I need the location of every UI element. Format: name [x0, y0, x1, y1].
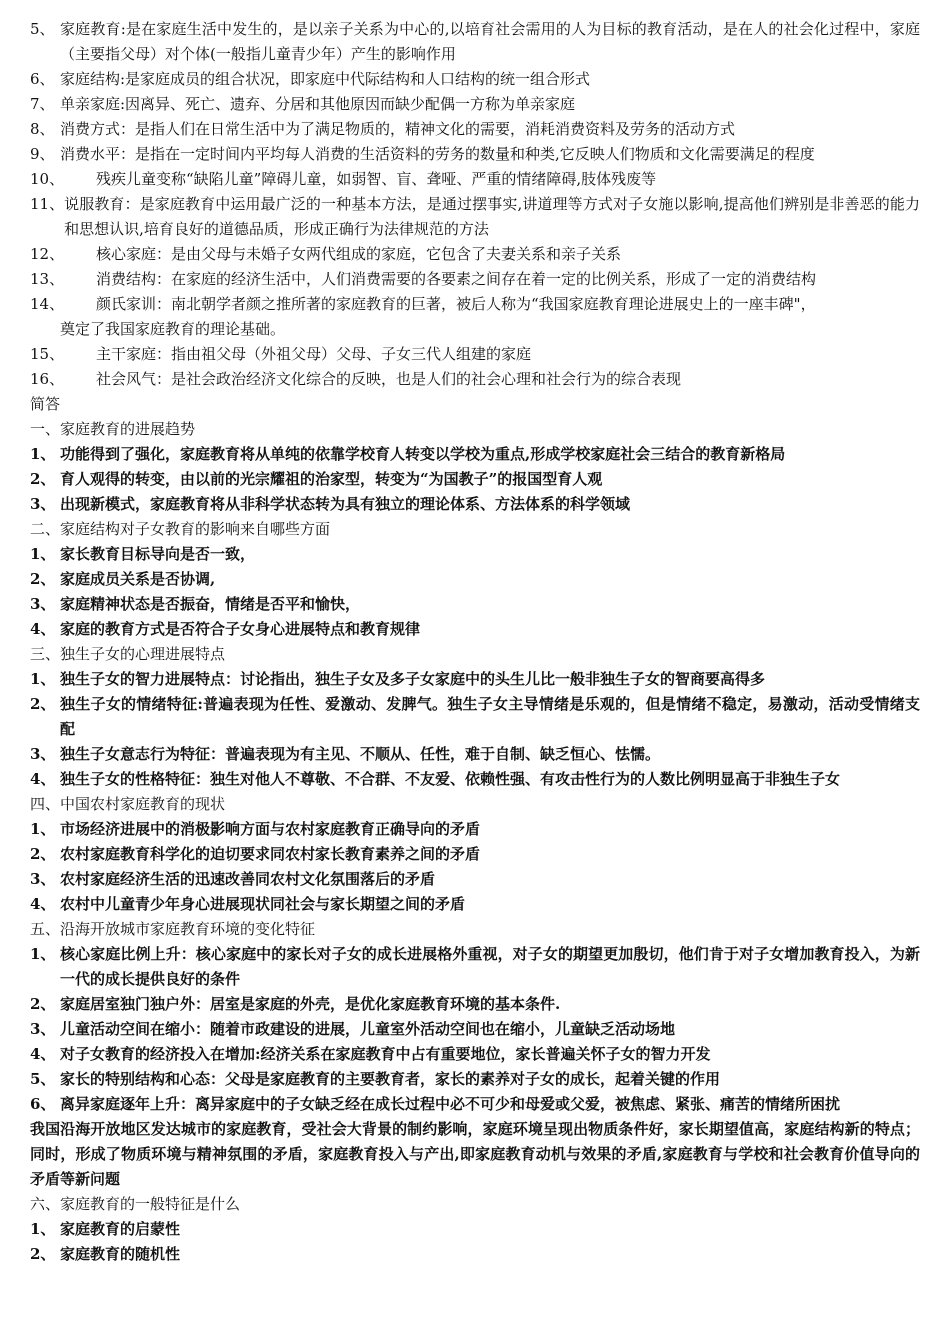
- term-text: 残疾儿童变称“缺陷儿童”障碍儿童，如弱智、盲、聋哑、严重的情绪障碍,肢体残废等: [96, 170, 657, 188]
- term-text: 主干家庭：指由祖父母（外祖父母）父母、子女三代人组建的家庭: [96, 345, 532, 363]
- list-number: 1、: [30, 545, 56, 563]
- list-text: 育人观得的转变，由以前的光宗耀祖的治家型，转变为“为国教子”的报国型育人观: [60, 470, 603, 488]
- list-item: [30, 892, 920, 917]
- list-item: [30, 1042, 920, 1067]
- term-text: 家庭教育:是在家庭生活中发生的，是以亲子关系为中心的,以培育社会需用的人为目标的教育活动，是在人的社会化过程中，家庭（主要指父母）对个体(一般指儿童青少年）产生的影响作用: [60, 20, 920, 63]
- list-number: 3、: [30, 1020, 56, 1038]
- list-item: [30, 867, 920, 892]
- list-item: [30, 1217, 920, 1242]
- term-11: [30, 192, 920, 242]
- term-8: [30, 117, 920, 142]
- list-item: [30, 467, 920, 492]
- list-number: 5、: [30, 1070, 56, 1088]
- term-10: [30, 167, 920, 192]
- list-text: 独生子女的性格特征：独生对他人不尊敬、不合群、不友爱、依赖性强、有攻击性行为的人数比例明显高于非独生子女: [60, 770, 841, 788]
- list-text: 家长教育目标导向是否一致，: [60, 545, 256, 563]
- list-item: [30, 942, 920, 992]
- list-number: 13、: [30, 270, 65, 288]
- list-number: 3、: [30, 870, 56, 888]
- list-text: 农村中儿童青少年身心进展现状同社会与家长期望之间的矛盾: [60, 895, 466, 913]
- list-number: 3、: [30, 495, 56, 513]
- list-text: 核心家庭比例上升：核心家庭中的家长对子女的成长进展格外重视，对子女的期望更加殷切，他们肯于对子女增加教育投入，为新一代的成长提供良好的条件: [60, 945, 920, 988]
- list-number: 2、: [30, 695, 56, 713]
- list-number: 10、: [30, 170, 65, 188]
- term-7: [30, 92, 920, 117]
- term-15: [30, 342, 920, 367]
- term-text: 消费水平：是指在一定时间内平均每人消费的生活资料的劳务的数量和种类,它反映人们物质和文化需要满足的程度: [60, 145, 815, 163]
- term-14: [30, 292, 920, 317]
- list-item: [30, 767, 920, 792]
- list-item: [30, 842, 920, 867]
- list-number: 15、: [30, 345, 65, 363]
- list-text: 儿童活动空间在缩小：随着市政建设的进展，儿童室外活动空间也在缩小，儿童缺乏活动场地: [60, 1020, 676, 1038]
- list-item: [30, 542, 920, 567]
- term-text: 消费方式：是指人们在日常生活中为了满足物质的，精神文化的需要，消耗消费资料及劳务的活动方式: [60, 120, 736, 138]
- list-item: [30, 692, 920, 742]
- list-text: 对子女教育的经济投入在增加:经济关系在家庭教育中占有重要地位，家长普遍关怀子女的智力开发: [60, 1045, 711, 1063]
- list-number: 4、: [30, 895, 56, 913]
- list-number: 4、: [30, 1045, 56, 1063]
- list-item: [30, 742, 920, 767]
- summary-paragraph: 我国沿海开放地区发达城市的家庭教育，受社会大背景的制约影响，家庭环境呈现出物质条件好，家长期望值高，家庭结构新的特点；同时，形成了物质环境与精神氛围的矛盾，家庭教育投入与产出,即家庭教育动机与效果的矛盾,家庭教育与学校和社会教育价值导向的矛盾等新问题: [30, 1120, 920, 1188]
- list-text: 家庭居室独门独户外：居室是家庭的外壳，是优化家庭教育环境的基本条件.: [60, 995, 561, 1013]
- list-text: 家长的特别结构和心态：父母是家庭教育的主要教育者，家长的素养对子女的成长，起着关键的作用: [60, 1070, 721, 1088]
- list-text: 农村家庭经济生活的迅速改善同农村文化氛围落后的矛盾: [60, 870, 436, 888]
- list-number: 1、: [30, 945, 56, 963]
- list-number: 1、: [30, 1220, 56, 1238]
- list-item: [30, 1242, 920, 1267]
- list-number: 4、: [30, 770, 56, 788]
- list-text: 农村家庭教育科学化的迫切要求同农村家长教育素养之间的矛盾: [60, 845, 481, 863]
- list-number: 2、: [30, 845, 56, 863]
- term-text: 说服教育：是家庭教育中运用最广泛的一种基本方法，是通过摆事实,讲道理等方式对子女施以影响,提高他们辨别是非善恶的能力和思想认识,培育良好的道德品质，形成正确行为法律规范的方法: [64, 195, 920, 238]
- term-12: [30, 242, 920, 267]
- list-text: 功能得到了强化，家庭教育将从单纯的依靠学校育人转变以学校为重点,形成学校家庭社会三结合的教育新格局: [60, 445, 786, 463]
- list-number: 4、: [30, 620, 56, 638]
- list-number: 11、: [30, 195, 65, 213]
- terms-list: [30, 17, 920, 392]
- list-text: 家庭成员关系是否协调,: [60, 570, 216, 588]
- list-item: [30, 667, 920, 692]
- term-text-continued: 奠定了我国家庭教育的理论基础。: [60, 320, 286, 338]
- term-text: 核心家庭：是由父母与未婚子女两代组成的家庭，它包含了夫妻关系和亲子关系: [96, 245, 622, 263]
- list-text: 离异家庭逐年上升：离异家庭中的子女缺乏经在成长过程中必不可少和母爱或父爱，被焦虑、紧张、痛苦的情绪所困扰: [60, 1095, 841, 1113]
- list-number: 6、: [30, 1095, 56, 1113]
- term-text: 家庭结构:是家庭成员的组合状况，即家庭中代际结构和人口结构的统一组合形式: [60, 70, 591, 88]
- list-number: 16、: [30, 370, 65, 388]
- list-item: [30, 992, 920, 1017]
- term-9: [30, 142, 920, 167]
- section-label: 简答: [30, 395, 61, 413]
- list-item: [30, 1017, 920, 1042]
- list-number: 5、: [30, 20, 55, 38]
- term-13: [30, 267, 920, 292]
- list-number: 9、: [30, 145, 55, 163]
- list-text: 独生子女意志行为特征：普遍表现为有主见、不顺从、任性，难于自制、缺乏恒心、怯懦。: [60, 745, 661, 763]
- list-number: 2、: [30, 1245, 56, 1263]
- list-text: 家庭的教育方式是否符合子女身心进展特点和教育规律: [60, 620, 421, 638]
- question-heading: 五、沿海开放城市家庭教育环境的变化特征: [30, 920, 316, 938]
- list-item: [30, 442, 920, 467]
- list-number: 1、: [30, 445, 56, 463]
- list-item: [30, 817, 920, 842]
- list-number: 2、: [30, 995, 56, 1013]
- term-5: [30, 17, 920, 67]
- document-body: [30, 17, 920, 1267]
- list-item: [30, 592, 920, 617]
- list-item: [30, 492, 920, 517]
- question-heading: 二、家庭结构对子女教育的影响来自哪些方面: [30, 520, 331, 538]
- list-number: 2、: [30, 470, 56, 488]
- list-item: [30, 1092, 920, 1117]
- term-14-continued: [30, 317, 920, 342]
- term-text: 单亲家庭:因离异、死亡、遗弃、分居和其他原因而缺少配偶一方称为单亲家庭: [60, 95, 576, 113]
- list-item: [30, 1067, 920, 1092]
- list-number: 6、: [30, 70, 55, 88]
- list-text: 市场经济进展中的消极影响方面与农村家庭教育正确导向的矛盾: [60, 820, 481, 838]
- list-number: 3、: [30, 745, 56, 763]
- list-item: [30, 567, 920, 592]
- list-number: 14、: [30, 295, 65, 313]
- list-number: 7、: [30, 95, 55, 113]
- list-number: 3、: [30, 595, 56, 613]
- list-text: 家庭教育的随机性: [60, 1245, 181, 1263]
- list-text: 家庭教育的启蒙性: [60, 1220, 181, 1238]
- question-heading: 六、家庭教育的一般特征是什么: [30, 1195, 241, 1213]
- list-number: 1、: [30, 820, 56, 838]
- list-number: 12、: [30, 245, 65, 263]
- term-text: 消费结构：在家庭的经济生活中，人们消费需要的各要素之间存在着一定的比例关系，形成了一定的消费结构: [96, 270, 817, 288]
- list-text: 家庭精神状态是否振奋，情绪是否平和愉快，: [60, 595, 361, 613]
- list-text: 出现新模式，家庭教育将从非科学状态转为具有独立的理论体系、方法体系的科学领域: [60, 495, 631, 513]
- term-6: [30, 67, 920, 92]
- term-16: [30, 367, 920, 392]
- term-text: 颜氏家训：南北朝学者颜之推所著的家庭教育的巨著，被后人称为“我国家庭教育理论进展史上的一座丰碑"，: [96, 295, 816, 313]
- term-text: 社会风气：是社会政治经济文化综合的反映，也是人们的社会心理和社会行为的综合表现: [96, 370, 682, 388]
- list-number: 1、: [30, 670, 56, 688]
- question-heading: 一、家庭教育的进展趋势: [30, 420, 196, 438]
- question-heading: 四、中国农村家庭教育的现状: [30, 795, 226, 813]
- list-item: [30, 617, 920, 642]
- question-heading: 三、独生子女的心理进展特点: [30, 645, 226, 663]
- list-text: 独生子女的智力进展特点：讨论指出，独生子女及多子女家庭中的头生儿比一般非独生子女的智商要高得多: [60, 670, 766, 688]
- list-number: 8、: [30, 120, 55, 138]
- list-number: 2、: [30, 570, 56, 588]
- list-text: 独生子女的情绪特征:普遍表现为任性、爱激动、发脾气。独生子女主导情绪是乐观的，但是情绪不稳定，易激动，活动受情绪支配: [60, 695, 920, 738]
